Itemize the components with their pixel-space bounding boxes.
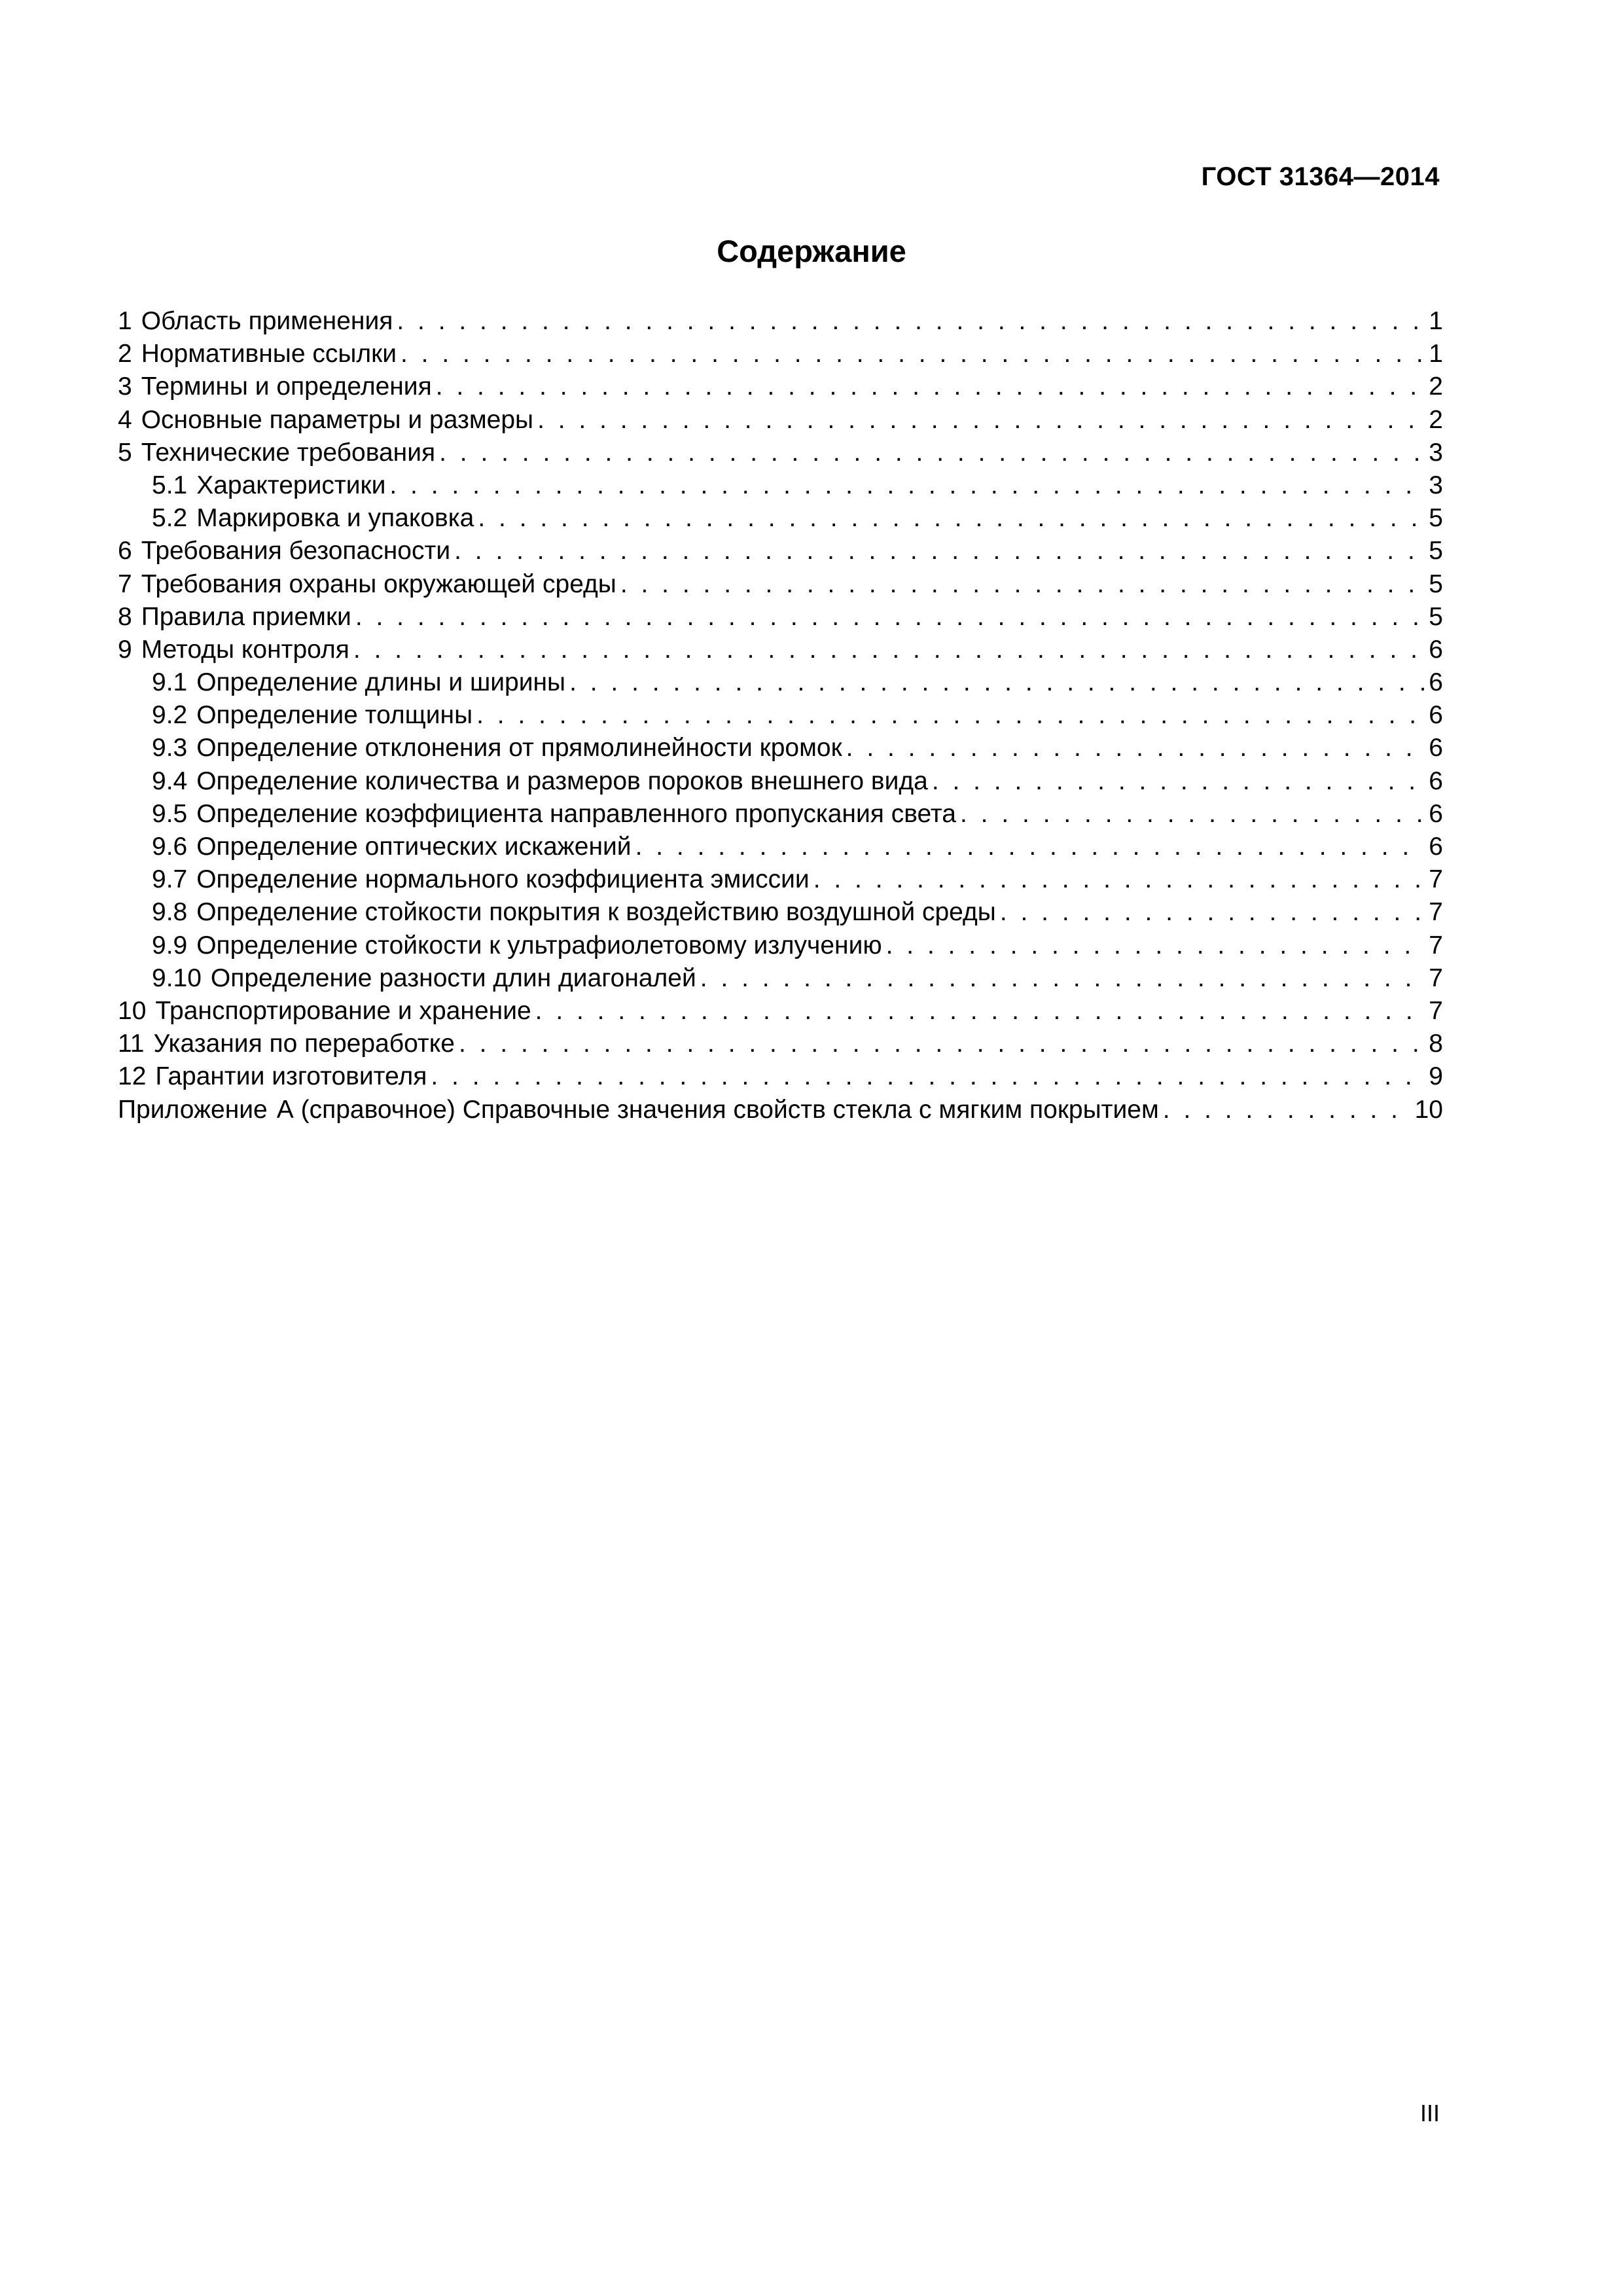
toc-entry[interactable]	[118, 699, 1443, 732]
toc-dot-leader	[700, 962, 1425, 995]
toc-entry[interactable]	[118, 929, 1443, 962]
toc-entry-title: Определение количества и размеров пороков внешнего вида	[196, 766, 928, 795]
toc-entry-page: 6	[1429, 833, 1443, 861]
toc-entry-page: 7	[1429, 865, 1443, 894]
toc-dot-leader	[459, 1028, 1425, 1060]
toc-entry-page: 7	[1429, 931, 1443, 960]
toc-dot-leader	[397, 305, 1425, 338]
toc-entry-number: 9.6	[152, 833, 188, 861]
toc-entry-title: Нормативные ссылки	[141, 340, 397, 368]
toc-entry-page: 6	[1429, 635, 1443, 664]
toc-heading: Содержание	[717, 234, 906, 268]
toc-entry-page: 6	[1429, 668, 1443, 697]
toc-dot-leader	[535, 995, 1425, 1028]
toc-entry[interactable]	[118, 568, 1443, 601]
toc-entry-number: 9.7	[152, 865, 188, 894]
toc-entry-title: Определение отклонения от прямолинейности кромок	[196, 734, 842, 762]
toc-dot-leader	[960, 798, 1425, 831]
toc-entry[interactable]	[118, 338, 1443, 370]
toc-dot-leader	[439, 437, 1425, 469]
standard-code: ГОСТ 31364—2014	[1201, 162, 1440, 191]
toc-dot-leader	[401, 338, 1425, 370]
toc-entry-number: 7	[118, 569, 132, 598]
toc-entry-number: 5.1	[152, 471, 188, 499]
toc-dot-leader	[353, 634, 1425, 666]
toc-entry-number: 9.1	[152, 668, 188, 697]
toc-entry[interactable]	[118, 634, 1443, 666]
toc-entry[interactable]	[118, 1060, 1443, 1093]
toc-entry-title: Определение стойкости покрытия к воздействию воздушной среды	[196, 898, 996, 927]
toc-dot-leader	[454, 535, 1425, 567]
toc-entry-number: 8	[118, 602, 132, 631]
toc-dot-leader	[478, 502, 1425, 535]
toc-entry-page: 5	[1429, 602, 1443, 631]
toc-entry-number: 11	[118, 1030, 145, 1058]
toc-entry-title: Методы контроля	[141, 635, 349, 664]
toc-entry[interactable]	[118, 1028, 1443, 1060]
toc-entry[interactable]	[118, 1094, 1443, 1126]
toc-dot-leader	[537, 404, 1425, 437]
toc-entry-page: 3	[1429, 471, 1443, 499]
toc-entry-title: Термины и определения	[141, 372, 432, 401]
toc-entry-page: 10	[1414, 1095, 1443, 1124]
toc-entry[interactable]	[118, 798, 1443, 831]
toc-entry-title: Технические требования	[141, 438, 436, 467]
toc-entry[interactable]	[118, 962, 1443, 995]
toc-entry-page: 7	[1429, 963, 1443, 992]
toc-dot-leader	[620, 568, 1425, 601]
toc-entry-title: Область применения	[141, 307, 393, 335]
toc-entry[interactable]	[118, 370, 1443, 403]
toc-entry[interactable]	[118, 896, 1443, 929]
toc-entry[interactable]	[118, 535, 1443, 567]
toc-entry-page: 5	[1429, 504, 1443, 533]
toc-entry-page: 6	[1429, 799, 1443, 828]
toc-entry-title: Маркировка и упаковка	[196, 504, 474, 533]
toc-entry-title: Требования охраны окружающей среды	[141, 569, 616, 598]
toc-entry-title: Определение нормального коэффициента эмиссии	[196, 865, 810, 894]
toc-dot-leader	[1000, 896, 1425, 929]
toc-entry-title: Указания по переработке	[153, 1030, 455, 1058]
toc-entry-page: 3	[1429, 438, 1443, 467]
toc-entry-page: 2	[1429, 405, 1443, 434]
toc-entry[interactable]	[118, 305, 1443, 338]
toc-entry-page: 2	[1429, 372, 1443, 401]
toc-entry-title: Транспортирование и хранение	[155, 996, 531, 1025]
toc-entry-number: 10	[118, 996, 147, 1025]
toc-entry-number: 2	[118, 340, 132, 368]
toc-entry-number: 9.8	[152, 898, 188, 927]
toc-dot-leader	[813, 863, 1425, 896]
toc-entry-page: 8	[1429, 1030, 1443, 1058]
toc-entry-title: Определение разности длин диагоналей	[210, 963, 696, 992]
toc-entry[interactable]	[118, 863, 1443, 896]
toc-entry-page: 9	[1429, 1062, 1443, 1091]
toc-entry-number: 9.2	[152, 701, 188, 730]
toc-entry-number: 5.2	[152, 504, 188, 533]
toc-entry[interactable]	[118, 831, 1443, 863]
toc-entry[interactable]	[118, 502, 1443, 535]
toc-entry-title: Требования безопасности	[141, 537, 451, 565]
toc-entry-number: 1	[118, 307, 132, 335]
toc-entry-page: 7	[1429, 898, 1443, 927]
toc-entry-title: Характеристики	[196, 471, 386, 499]
toc-entry-page: 5	[1429, 569, 1443, 598]
toc-dot-leader	[355, 601, 1425, 634]
toc-entry-page: 1	[1429, 307, 1443, 335]
toc-entry-page: 5	[1429, 537, 1443, 565]
toc-entry-number: Приложение	[118, 1095, 268, 1124]
toc-entry[interactable]	[118, 765, 1443, 798]
toc-entry-title: Определение длины и ширины	[196, 668, 566, 697]
toc-entry-page: 6	[1429, 701, 1443, 730]
toc-entry-number: 5	[118, 438, 132, 467]
toc-entry[interactable]	[118, 469, 1443, 502]
toc-dot-leader	[389, 469, 1425, 502]
toc-entry-number: 9.3	[152, 734, 188, 762]
toc-entry-title: Основные параметры и размеры	[141, 405, 534, 434]
toc-entry-number: 12	[118, 1062, 147, 1091]
toc-entry-title: Определение оптических искажений	[196, 833, 632, 861]
toc-entry-number: 9	[118, 635, 132, 664]
toc-entry-number: 3	[118, 372, 132, 401]
toc-dot-leader	[846, 732, 1425, 764]
toc-entry-title: Определение коэффициента направленного пропускания света	[196, 799, 957, 828]
toc-entry-title: Определение стойкости к ультрафиолетовому излучению	[196, 931, 882, 960]
toc-dot-leader	[476, 699, 1425, 732]
toc-entry-number: 9.4	[152, 766, 188, 795]
toc-dot-leader	[1163, 1094, 1411, 1126]
toc-entry[interactable]	[118, 437, 1443, 469]
toc-dot-leader	[431, 1060, 1425, 1093]
toc-dot-leader	[932, 765, 1425, 798]
table-of-contents	[118, 305, 1443, 1126]
toc-entry-number: 9.9	[152, 931, 188, 960]
toc-entry[interactable]	[118, 732, 1443, 764]
toc-entry-title: Определение толщины	[196, 701, 473, 730]
toc-dot-leader	[886, 929, 1425, 962]
toc-entry-page: 7	[1429, 996, 1443, 1025]
toc-entry-title: А (справочное) Справочные значения свойств стекла с мягким покрытием	[276, 1095, 1159, 1124]
toc-entry-page: 6	[1429, 734, 1443, 762]
toc-entry[interactable]	[118, 601, 1443, 634]
toc-entry-number: 4	[118, 405, 132, 434]
toc-entry[interactable]	[118, 995, 1443, 1028]
toc-entry-title: Правила приемки	[141, 602, 351, 631]
toc-entry[interactable]	[118, 404, 1443, 437]
toc-entry-number: 9.5	[152, 799, 188, 828]
toc-dot-leader	[635, 831, 1425, 863]
toc-dot-leader	[569, 666, 1425, 699]
toc-entry[interactable]	[118, 666, 1443, 699]
toc-dot-leader	[436, 370, 1425, 403]
toc-entry-page: 6	[1429, 766, 1443, 795]
toc-entry-number: 9.10	[152, 963, 202, 992]
toc-entry-number: 6	[118, 537, 132, 565]
toc-entry-page: 1	[1429, 340, 1443, 368]
toc-entry-title: Гарантии изготовителя	[155, 1062, 427, 1091]
page-number: III	[1419, 2100, 1440, 2126]
